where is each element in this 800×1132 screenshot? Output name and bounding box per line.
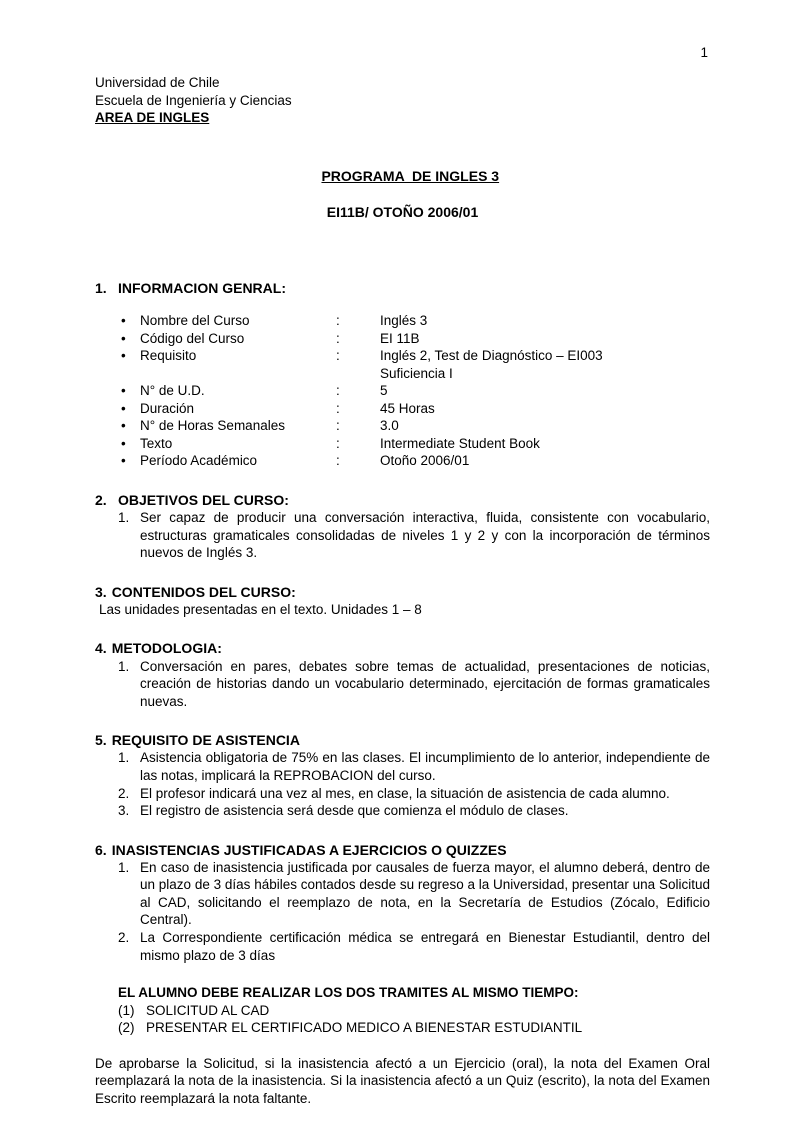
document-header [95,74,710,127]
bullet-marker: • [121,383,126,399]
section-heading [95,841,710,859]
course-info-label: Texto [140,435,173,451]
list-item-text: En caso de inasistencia justificada por causales de fuerza mayor, el alumno deberá, dentro de un plazo de 3 días hábiles contados desde su regreso a la Universidad, presentar una Solicitud al CAD, solicitando el reemplazo de nota, en la Secretaría de Estudios (Zócalo, Edificio Central). [140,859,710,928]
course-info-separator: : [336,383,340,399]
course-info-separator: : [336,348,340,364]
course-info-separator: : [336,312,340,328]
course-info-row [95,347,710,382]
list-item-text: SOLICITUD AL CAD [146,1002,270,1018]
list-item [118,1019,710,1037]
course-info-label: Requisito [140,348,197,364]
header-area: AREA DE INGLES [95,110,210,126]
course-info-value: 45 Horas [380,400,435,416]
course-info-value: 3.0 [380,418,399,434]
course-info-value: 5 [380,383,388,399]
course-info-row [95,400,710,418]
list-item-text: PRESENTAR EL CERTIFICADO MEDICO A BIENESTAR ESTUDIANTIL [146,1020,583,1036]
section-body-text: Las unidades presentadas en el texto. Unidades 1 – 8 [99,601,422,617]
document-title-sub: EI11B/ OTOÑO 2006/01 [326,204,479,221]
course-info-list [95,312,710,470]
list-item [118,929,710,964]
section-items [118,658,710,711]
section-objetivos [95,491,710,562]
list-item-text: Ser capaz de producir una conversación interactiva, fluida, consistente con vocabulario, estructuras gramaticales consolidadas de niveles 1 y 2 y con la incorporación de términos nuevos de Inglés 3. [140,510,710,561]
section-heading [95,491,710,509]
course-info-value-line2: Suficiencia I [380,365,453,381]
section-heading-text: OBJETIVOS DEL CURSO: [118,491,289,508]
section-items [118,509,710,562]
course-info-label: Nombre del Curso [140,312,250,328]
list-item [118,1002,710,1020]
bullet-marker: • [121,418,126,434]
list-item-number: 1. [118,859,130,875]
section-number: 3. [95,583,107,600]
section-heading [95,279,710,297]
list-item-text: El profesor indicará una vez al mes, en clase, la situación de asistencia de cada alumno. [140,785,670,801]
section-requisito-asistencia [95,731,710,819]
list-item-number: 1. [118,750,130,766]
tramites-block [118,984,710,1037]
course-info-value: EI 11B [380,330,420,346]
section-items [118,749,710,819]
course-info-row [95,330,710,348]
course-info-row [95,417,710,435]
section-number: 6. [95,841,107,858]
course-info-value-line1: Inglés 2, Test de Diagnóstico – EI003 [380,348,603,364]
list-item-number: 2. [118,785,130,801]
course-info-separator: : [336,330,340,346]
course-info-row [95,452,710,470]
section-heading-text: REQUISITO DE ASISTENCIA [111,732,300,749]
course-info-row [95,435,710,453]
tramites-heading: EL ALUMNO DEBE REALIZAR LOS DOS TRAMITES AL MISMO TIEMPO: [118,985,579,1001]
bullet-marker: • [121,435,126,451]
list-item-text: Conversación en pares, debates sobre temas de actualidad, presentaciones de noticias, creación de historias dando un vocabulario determinado, ejercitación de formas gramaticales nuevas. [140,658,710,709]
bullet-marker: • [121,312,126,328]
closing-paragraph: De aprobarse la Solicitud, si la inasistencia afectó a un Ejercicio (oral), la nota del Examen Oral reemplazará la nota de la inasistencia. Si la inasistencia afectó a un Quiz (escrito), la nota del Examen Escrito reemplazará la nota faltante. [95,1055,710,1106]
bullet-marker: • [121,453,126,469]
course-info-value: Inglés 3 [380,312,428,328]
bullet-marker: • [121,348,126,364]
course-info-label: N° de U.D. [140,383,205,399]
section-heading-text: METODOLOGIA: [111,640,222,657]
section-items [118,859,710,964]
list-item-number: 1. [118,510,130,526]
bullet-marker: • [121,400,126,416]
header-institution: Universidad de Chile [95,75,220,90]
section-number: 5. [95,732,107,749]
list-item [118,859,710,929]
section-heading-text: INASISTENCIAS JUSTIFICADAS A EJERCICIOS O QUIZZES [111,841,507,858]
list-item-number: (1) [118,1002,135,1018]
list-item-text: La Correspondiente certificación médica se entregará en Bienestar Estudiantil, dentro del mismo plazo de 3 días [140,930,710,963]
list-item [118,509,710,562]
section-informacion-general [95,279,710,470]
section-heading [95,731,710,749]
section-metodologia [95,639,710,710]
section-heading [95,583,710,601]
list-item-number: 1. [118,658,130,674]
page-number: 1 [700,45,708,60]
list-item-number: 2. [118,930,130,946]
section-contenidos [95,583,710,619]
list-item [118,802,710,820]
course-info-separator: : [336,435,340,451]
list-item-text: El registro de asistencia será desde que comienza el módulo de clases. [140,803,569,819]
section-heading [95,639,710,657]
course-info-row [95,312,710,330]
course-info-row [95,382,710,400]
list-item [118,749,710,784]
course-info-value: Otoño 2006/01 [380,453,470,469]
list-item [118,785,710,803]
list-item-text: Asistencia obligatoria de 75% en las clases. El incumplimiento de lo anterior, independiente de las notas, implicará la REPROBACION del curso. [140,750,710,783]
course-info-label: Código del Curso [140,330,245,346]
list-item [118,658,710,711]
section-number: 4. [95,640,107,657]
course-info-label: Duración [140,400,195,416]
course-info-separator: : [336,400,340,416]
course-info-label: Período Académico [140,453,258,469]
section-heading-text: CONTENIDOS DEL CURSO: [111,583,296,600]
list-item-number: (2) [118,1020,135,1036]
section-heading-text: INFORMACION GENRAL: [118,279,286,296]
course-info-separator: : [336,453,340,469]
list-item-number: 3. [118,803,130,819]
course-info-value: Intermediate Student Book [380,435,540,451]
section-number: 2. [95,491,107,508]
course-info-label: N° de Horas Semanales [140,418,285,434]
section-inasistencias [95,841,710,964]
header-school: Escuela de Ingeniería y Ciencias [95,92,292,108]
document-title-main: PROGRAMA DE INGLES 3 [321,167,500,184]
course-info-value [380,347,710,382]
course-info-separator: : [336,418,340,434]
bullet-marker: • [121,330,126,346]
section-number: 1. [95,279,107,296]
document-title [95,149,710,258]
